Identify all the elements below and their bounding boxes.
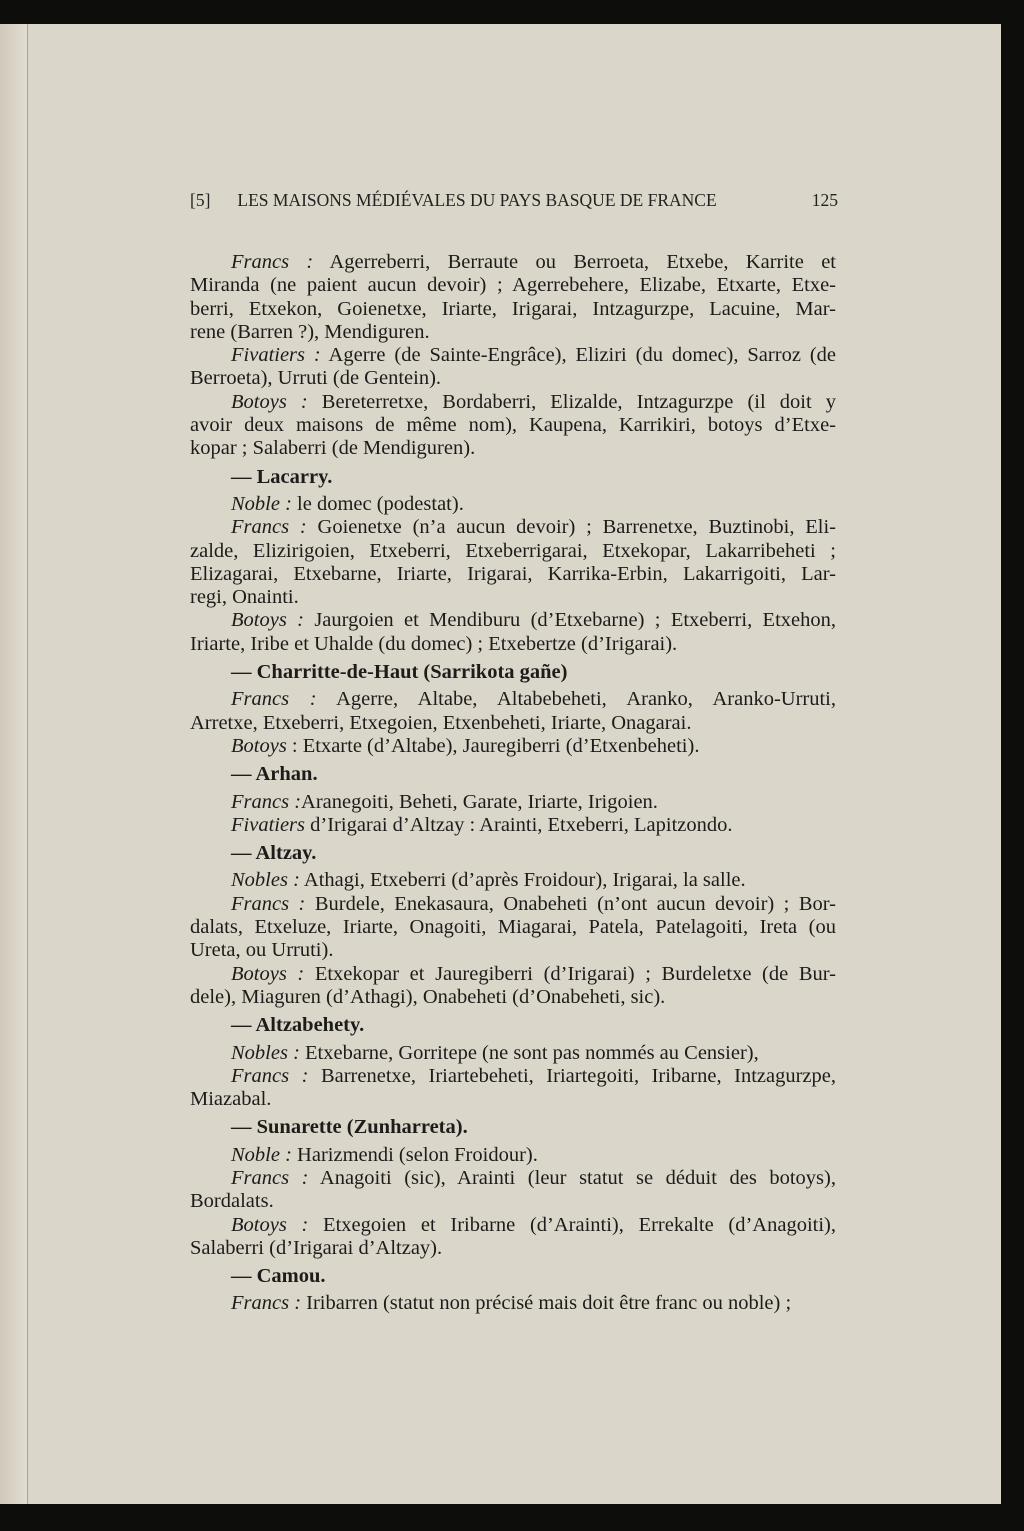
category-label: Francs : — [231, 1166, 309, 1189]
category-label: Francs : — [231, 1064, 309, 1087]
text-line — [190, 869, 836, 892]
line-text: Iribarren (statut non précisé mais doit être franc ou noble) ; — [301, 1292, 792, 1315]
text-line — [190, 633, 836, 656]
text-line — [190, 1144, 836, 1167]
line-text: le domec (podestat). — [291, 492, 464, 515]
category-label: Nobles : — [231, 869, 300, 892]
text-line — [190, 1088, 836, 1111]
category-label: Fivatiers — [231, 813, 306, 836]
paragraph — [190, 493, 836, 516]
line-text: Berroeta), Urruti (de Gentein). — [190, 367, 442, 390]
paragraph — [190, 688, 836, 735]
commune-heading: — Charritte-de-Haut (Sarrikota gañe) — [231, 661, 568, 684]
page-number: 125 — [811, 190, 838, 210]
category-label: Botoys : — [231, 962, 305, 985]
section-number: [5] — [190, 190, 211, 210]
line-text: Athagi, Etxeberri (d’après Froidour), Irigarai, la salle. — [299, 869, 746, 892]
text-line — [190, 1167, 836, 1190]
text-line — [190, 274, 836, 297]
category-label: Nobles : — [231, 1041, 300, 1064]
commune-heading: — Sunarette (Zunharreta). — [231, 1116, 468, 1139]
line-text: Barrenetxe, Iriartebeheti, Iriartegoiti, Iribarne, Intzagurzpe, — [308, 1064, 836, 1087]
text-line — [190, 1237, 836, 1260]
commune-heading: — Camou. — [231, 1265, 326, 1288]
paragraph — [190, 609, 836, 656]
text-line — [190, 916, 836, 939]
category-label: Botoys : — [231, 609, 304, 632]
paragraph — [190, 1042, 836, 1065]
paragraph — [190, 1214, 836, 1261]
line-text: Iriarte, Iribe et Uhalde (du domec) ; Etxebertze (d’Irigarai). — [190, 632, 678, 655]
line-text: : Etxarte (d’Altabe), Jauregiberri (d’Etxenbeheti). — [286, 734, 700, 757]
paragraph — [190, 1292, 836, 1315]
text-line — [190, 586, 836, 609]
text-line — [190, 939, 836, 962]
line-text: Goienetxe (n’a aucun devoir) ; Barrenetxe, Buztinobi, Eli- — [306, 516, 837, 539]
text-line — [190, 493, 836, 516]
text-line — [190, 251, 836, 274]
line-text: rene (Barren ?), Mendiguren. — [190, 320, 430, 343]
line-text: Agerreberri, Berraute ou Berroeta, Etxebe, Karrite et — [313, 251, 836, 273]
line-text: Arretxe, Etxeberri, Etxegoien, Etxenbeheti, Iriarte, Onagarai. — [190, 711, 692, 734]
text-line — [190, 298, 836, 321]
line-text: Agerre (de Sainte-Engrâce), Eliziri (du domec), Sarroz (de — [320, 344, 837, 367]
text-line — [190, 1042, 836, 1065]
paragraph — [190, 963, 836, 1010]
paragraph — [190, 791, 836, 814]
line-text: Salaberri (d’Irigarai d’Altzay). — [190, 1236, 443, 1259]
category-label: Botoys : — [231, 1213, 309, 1236]
paragraph — [190, 1065, 836, 1112]
commune-heading: — Altzabehety. — [231, 1014, 365, 1037]
line-text: Elizagarai, Etxebarne, Iriarte, Irigarai, Karrika-Erbin, Lakarrigoiti, Lar- — [190, 562, 836, 585]
line-text: kopar ; Salaberri (de Mendiguren). — [190, 437, 476, 460]
text-line — [190, 609, 836, 632]
line-text: Etxebarne, Gorritepe (ne sont pas nommés au Censier), — [299, 1041, 759, 1064]
paragraph — [190, 735, 836, 758]
running-title: LES MAISONS MÉDIÉVALES DU PAYS BASQUE DE FRANCE — [237, 190, 717, 210]
line-text: dalats, Etxeluze, Iriarte, Onagoiti, Miagarai, Patela, Patelagoiti, Ireta (ou — [190, 916, 836, 939]
text-line — [190, 344, 836, 367]
commune-heading: — Arhan. — [231, 763, 318, 786]
line-text: Etxekopar et Jauregiberri (d’Irigarai) ; Burdeletxe (de Bur- — [304, 962, 836, 985]
text-line — [190, 1065, 836, 1088]
paragraph — [190, 344, 836, 391]
text-line — [190, 391, 836, 414]
book-spine — [0, 24, 28, 1504]
line-text: Agerre, Altabe, Altabebeheti, Aranko, Aranko-Urruti, — [316, 688, 836, 711]
line-text: Bordalats. — [190, 1190, 274, 1213]
line-text: Miranda (ne paient aucun devoir) ; Agerrebehere, Elizabe, Etxarte, Etxe- — [190, 274, 836, 297]
line-text: dele), Miaguren (d’Athagi), Onabeheti (d’Onabeheti, sic). — [190, 985, 666, 1008]
running-head — [190, 190, 838, 211]
line-text: Etxegoien et Iribarne (d’Arainti), Errekalte (d’Anagoiti), — [308, 1213, 836, 1236]
text-line — [190, 1292, 836, 1315]
line-text: Harizmendi (selon Froidour). — [291, 1143, 538, 1166]
line-text: d’Irigarai d’Altzay : Arainti, Etxeberri, Lapitzondo. — [305, 813, 733, 836]
text-line — [190, 516, 836, 539]
text-line — [190, 1190, 836, 1213]
line-text: Anagoiti (sic), Arainti (leur statut se déduit des botoys), — [308, 1166, 836, 1189]
line-text: avoir deux maisons de même nom), Kaupena, Karrikiri, botoys d’Etxe- — [190, 414, 836, 437]
text-line — [190, 563, 836, 586]
text-line — [190, 321, 836, 344]
paragraph — [190, 251, 836, 344]
commune-heading: — Lacarry. — [231, 465, 333, 488]
category-label: Noble : — [231, 1143, 292, 1166]
line-text: Bereterretxe, Bordaberri, Elizalde, Intzagurzpe (il doit y — [307, 390, 836, 413]
line-text: Ureta, ou Urruti). — [190, 939, 334, 962]
line-text: Burdele, Enekasaura, Onabeheti (n’ont aucun devoir) ; Bor- — [305, 892, 837, 915]
category-label: Noble : — [231, 492, 292, 515]
text-line — [190, 540, 836, 563]
category-label: Francs : — [231, 516, 307, 539]
text-line — [190, 893, 836, 916]
category-label: Botoys — [231, 734, 287, 757]
page-body — [190, 251, 836, 1316]
category-label: Francs : — [231, 688, 317, 711]
text-line — [190, 1214, 836, 1237]
paragraph — [190, 1167, 836, 1214]
paragraph — [190, 391, 836, 461]
text-line — [190, 414, 836, 437]
category-label: Francs : — [231, 1292, 302, 1315]
text-line — [190, 986, 836, 1009]
paragraph — [190, 814, 836, 837]
paragraph — [190, 516, 836, 609]
category-label: Francs : — [231, 790, 302, 813]
text-line — [190, 688, 836, 711]
paragraph — [190, 893, 836, 963]
text-line — [190, 791, 836, 814]
line-text: regi, Onainti. — [190, 586, 299, 609]
line-text: Miazabal. — [190, 1088, 272, 1111]
commune-heading: — Altzay. — [231, 842, 317, 865]
category-label: Francs : — [231, 892, 306, 915]
line-text: Aranegoiti, Beheti, Garate, Iriarte, Irigoien. — [301, 790, 658, 813]
text-line — [190, 814, 836, 837]
category-label: Fivatiers : — [231, 344, 321, 367]
text-line — [190, 963, 836, 986]
text-line — [190, 712, 836, 735]
paragraph — [190, 869, 836, 892]
category-label: Francs : — [231, 251, 314, 273]
line-text: Jaurgoien et Mendiburu (d’Etxebarne) ; Etxeberri, Etxehon, — [303, 609, 836, 632]
paragraph — [190, 1144, 836, 1167]
text-line — [190, 437, 836, 460]
line-text: berri, Etxekon, Goienetxe, Iriarte, Irigarai, Intzagurzpe, Lacuine, Mar- — [190, 297, 836, 320]
line-text: zalde, Elizirigoien, Etxeberri, Etxeberrigarai, Etxekopar, Lakarribeheti ; — [190, 539, 836, 562]
category-label: Botoys : — [231, 390, 308, 413]
text-line — [190, 735, 836, 758]
text-line — [190, 367, 836, 390]
